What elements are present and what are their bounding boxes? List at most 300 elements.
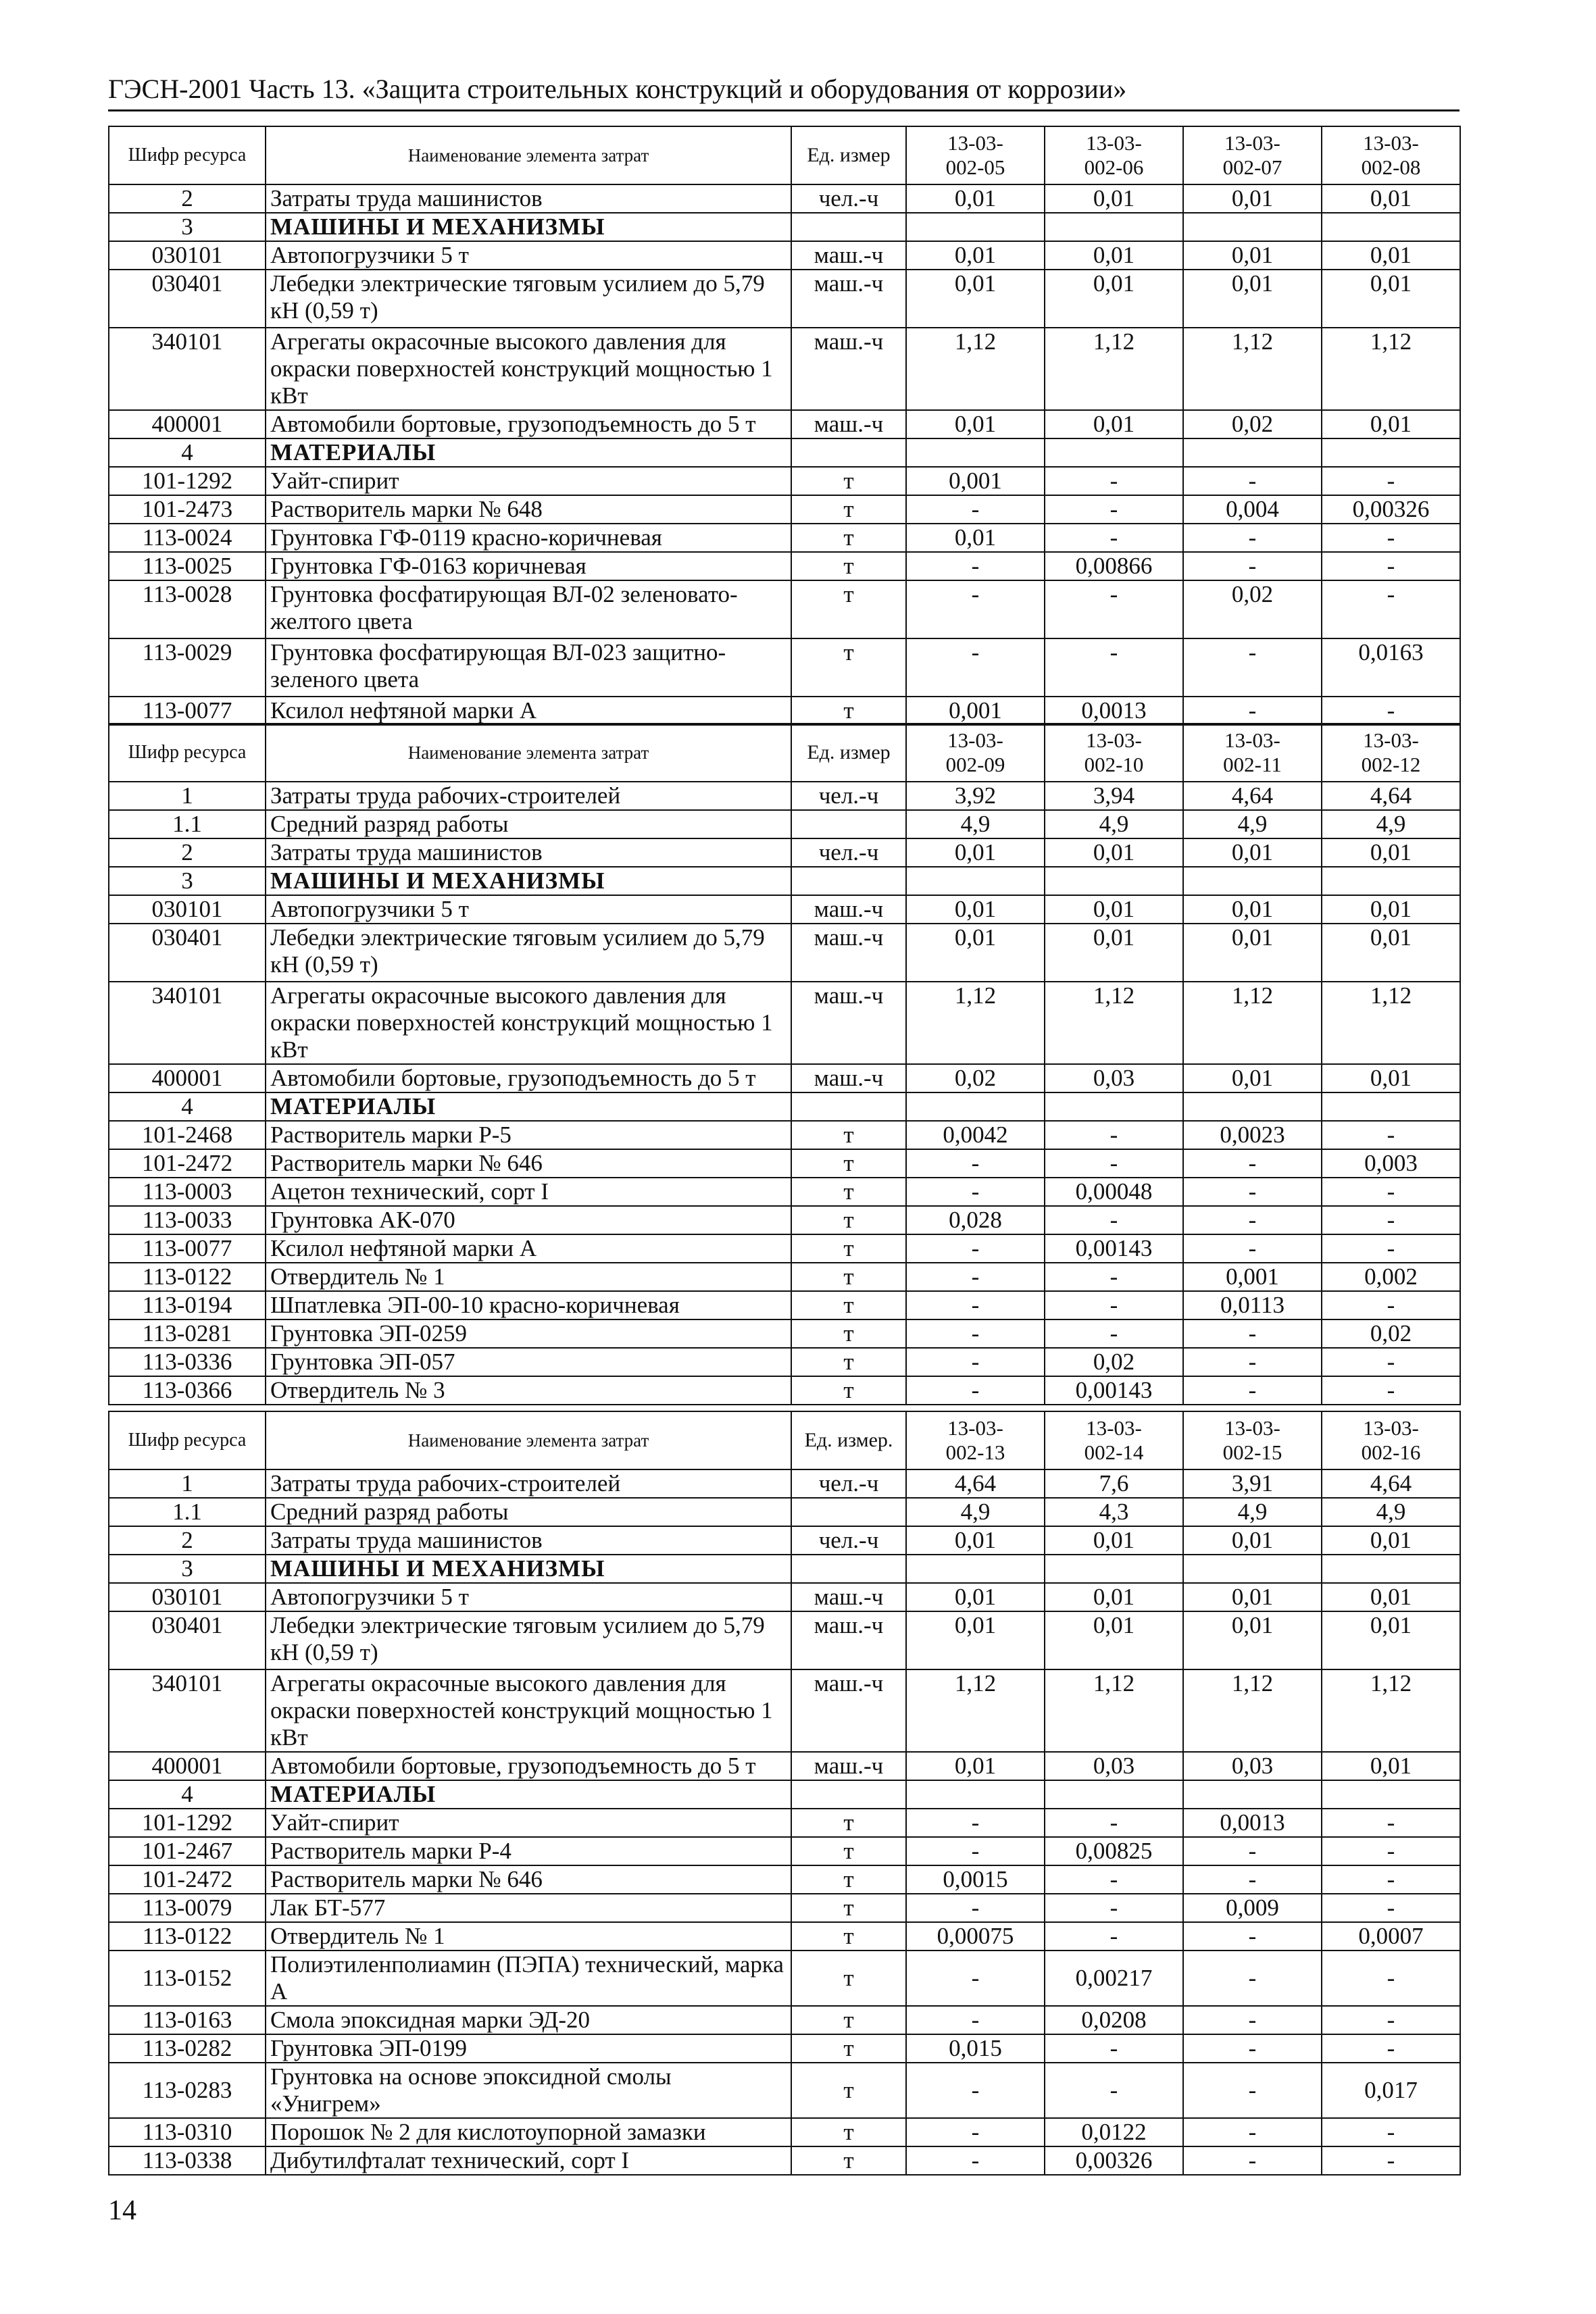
resource-code: 113-0194 bbox=[109, 1291, 266, 1319]
norm-value: - bbox=[906, 1809, 1045, 1837]
resource-code: 4 bbox=[109, 1092, 266, 1121]
section-row bbox=[109, 1780, 1460, 1809]
norm-value: - bbox=[906, 638, 1045, 697]
norm-value: - bbox=[1045, 1865, 1183, 1894]
norm-value: 0,00866 bbox=[1045, 552, 1183, 580]
unit: т bbox=[791, 467, 906, 495]
table-row bbox=[109, 270, 1460, 328]
table-row bbox=[109, 1809, 1460, 1837]
table-row bbox=[109, 982, 1460, 1064]
resource-code: 113-0283 bbox=[109, 2063, 266, 2118]
resource-name: Ксилол нефтяной марки А bbox=[266, 1234, 791, 1263]
norm-value: - bbox=[1045, 1319, 1183, 1348]
page-header: ГЭСН-2001 Часть 13. «Защита строительных конструкций и оборудования от коррозии» bbox=[108, 74, 1127, 104]
unit bbox=[791, 213, 906, 241]
norm-value: - bbox=[906, 1234, 1045, 1263]
resource-code: 030101 bbox=[109, 1583, 266, 1611]
table-row bbox=[109, 2034, 1460, 2063]
header-norm-code bbox=[1183, 724, 1322, 782]
resource-code: 400001 bbox=[109, 1064, 266, 1092]
resource-code: 113-0336 bbox=[109, 1348, 266, 1376]
header-norm-code bbox=[1045, 1411, 1183, 1469]
unit: т bbox=[791, 524, 906, 552]
header-norm-code bbox=[1183, 1411, 1322, 1469]
resource-name: Затраты труда рабочих-строителей bbox=[266, 1469, 791, 1498]
table-row bbox=[109, 1498, 1460, 1526]
resource-code: 113-0003 bbox=[109, 1178, 266, 1206]
norm-value: 0,015 bbox=[906, 2034, 1045, 2063]
norm-value: - bbox=[1183, 1206, 1322, 1234]
resource-code: 2 bbox=[109, 184, 266, 213]
norm-value: - bbox=[1183, 2063, 1322, 2118]
norm-value: - bbox=[1045, 638, 1183, 697]
norm-value: 0,01 bbox=[1183, 241, 1322, 270]
norm-value: - bbox=[1045, 1894, 1183, 1922]
resource-name: Затраты труда машинистов bbox=[266, 838, 791, 867]
norm-value: 0,01 bbox=[1183, 270, 1322, 328]
section-row bbox=[109, 213, 1460, 241]
header-name: Наименование элемента затрат bbox=[266, 724, 791, 782]
header-norm-code-line: 002-15 bbox=[1222, 1440, 1282, 1464]
norm-value: - bbox=[1183, 524, 1322, 552]
norm-value: - bbox=[1183, 1348, 1322, 1376]
resource-name: Затраты труда машинистов bbox=[266, 184, 791, 213]
norm-value: 0,01 bbox=[906, 1526, 1045, 1555]
norm-value bbox=[906, 867, 1045, 895]
norm-value: 7,6 bbox=[1045, 1469, 1183, 1498]
resource-code: 030101 bbox=[109, 241, 266, 270]
norm-value: 0,01 bbox=[1045, 410, 1183, 438]
norm-value: - bbox=[1322, 2034, 1460, 2063]
resource-code: 113-0338 bbox=[109, 2146, 266, 2175]
norm-value: - bbox=[1322, 1121, 1460, 1149]
header-rule bbox=[108, 109, 1460, 111]
norm-value: 0,00143 bbox=[1045, 1234, 1183, 1263]
norm-value: 0,0042 bbox=[906, 1121, 1045, 1149]
norm-value: - bbox=[1322, 1178, 1460, 1206]
unit: маш.-ч bbox=[791, 1611, 906, 1669]
unit: маш.-ч bbox=[791, 1064, 906, 1092]
norm-value: 4,64 bbox=[1183, 782, 1322, 810]
resource-name: Автопогрузчики 5 т bbox=[266, 895, 791, 924]
norm-value: 0,01 bbox=[906, 270, 1045, 328]
norm-value: 4,9 bbox=[1183, 810, 1322, 838]
header-unit: Ед. измер bbox=[791, 126, 906, 184]
unit: маш.-ч bbox=[791, 895, 906, 924]
header-norm-code-line: 13-03- bbox=[1086, 1416, 1142, 1440]
resource-code: 4 bbox=[109, 1780, 266, 1809]
norm-value: 1,12 bbox=[1322, 1669, 1460, 1752]
norm-value: - bbox=[906, 1291, 1045, 1319]
unit bbox=[791, 1498, 906, 1526]
section-title: МАШИНЫ И МЕХАНИЗМЫ bbox=[266, 867, 791, 895]
resource-name: Грунтовка ГФ-0163 коричневая bbox=[266, 552, 791, 580]
table-row bbox=[109, 241, 1460, 270]
section-row bbox=[109, 438, 1460, 467]
norm-value: 0,001 bbox=[1183, 1263, 1322, 1291]
norm-value: 1,12 bbox=[1183, 328, 1322, 410]
header-norm-code-line: 13-03- bbox=[1224, 1416, 1280, 1440]
norm-value: 0,01 bbox=[906, 184, 1045, 213]
norm-value: 0,01 bbox=[1322, 895, 1460, 924]
norm-value bbox=[906, 213, 1045, 241]
norm-value: - bbox=[906, 2006, 1045, 2034]
resource-name: Автомобили бортовые, грузоподъемность до 5 т bbox=[266, 1064, 791, 1092]
norm-value: - bbox=[1183, 1865, 1322, 1894]
resource-name: Средний разряд работы bbox=[266, 1498, 791, 1526]
table-row bbox=[109, 1669, 1460, 1752]
unit: т bbox=[791, 1121, 906, 1149]
norm-value: - bbox=[1045, 1121, 1183, 1149]
norm-value: - bbox=[1322, 1234, 1460, 1263]
unit: маш.-ч bbox=[791, 1669, 906, 1752]
norm-value: - bbox=[906, 1263, 1045, 1291]
resource-name: Отвердитель № 1 bbox=[266, 1263, 791, 1291]
norm-value: 0,01 bbox=[1322, 270, 1460, 328]
unit bbox=[791, 1780, 906, 1809]
resource-name: Смола эпоксидная марки ЭД-20 bbox=[266, 2006, 791, 2034]
unit: маш.-ч bbox=[791, 410, 906, 438]
unit: т bbox=[791, 1178, 906, 1206]
norm-value: 0,01 bbox=[1045, 838, 1183, 867]
header-norm-code bbox=[906, 724, 1045, 782]
norm-value: 0,01 bbox=[906, 241, 1045, 270]
norm-value: - bbox=[906, 1376, 1045, 1405]
resource-code: 113-0024 bbox=[109, 524, 266, 552]
norm-value: - bbox=[1045, 580, 1183, 638]
norm-value: 1,12 bbox=[1045, 1669, 1183, 1752]
table-row bbox=[109, 810, 1460, 838]
norm-value: - bbox=[1322, 552, 1460, 580]
resource-code: 113-0122 bbox=[109, 1922, 266, 1951]
unit: т bbox=[791, 1894, 906, 1922]
norm-value bbox=[1045, 213, 1183, 241]
norm-value: 0,01 bbox=[1045, 241, 1183, 270]
resource-code: 113-0077 bbox=[109, 697, 266, 725]
resource-code: 2 bbox=[109, 1526, 266, 1555]
norm-value: - bbox=[1322, 1837, 1460, 1865]
unit: т bbox=[791, 2034, 906, 2063]
norm-value: 0,01 bbox=[1322, 241, 1460, 270]
norm-value: 0,0007 bbox=[1322, 1922, 1460, 1951]
norm-value: - bbox=[906, 495, 1045, 524]
norm-value: 0,02 bbox=[1322, 1319, 1460, 1348]
norm-value: - bbox=[1045, 1809, 1183, 1837]
table-header-row bbox=[109, 724, 1460, 782]
norm-value: 0,01 bbox=[1045, 270, 1183, 328]
table-row bbox=[109, 1469, 1460, 1498]
section-title: МАТЕРИАЛЫ bbox=[266, 438, 791, 467]
resource-name: Отвердитель № 3 bbox=[266, 1376, 791, 1405]
norm-value: 0,01 bbox=[906, 838, 1045, 867]
unit: маш.-ч bbox=[791, 1752, 906, 1780]
norm-value: 0,00217 bbox=[1045, 1951, 1183, 2006]
norm-value: 1,12 bbox=[906, 982, 1045, 1064]
norm-value: - bbox=[1322, 1951, 1460, 2006]
norm-value: 1,12 bbox=[1045, 328, 1183, 410]
norm-value: 1,12 bbox=[1183, 982, 1322, 1064]
header-norm-code-line: 13-03- bbox=[947, 1416, 1003, 1440]
header-norm-code-line: 002-06 bbox=[1084, 155, 1144, 179]
norm-value: - bbox=[1183, 1234, 1322, 1263]
resource-code: 1 bbox=[109, 782, 266, 810]
unit: т bbox=[791, 1206, 906, 1234]
norm-value: - bbox=[1322, 1348, 1460, 1376]
norm-value: 0,02 bbox=[1045, 1348, 1183, 1376]
resource-code: 101-1292 bbox=[109, 467, 266, 495]
norm-value bbox=[1045, 1092, 1183, 1121]
norm-value: - bbox=[1183, 2146, 1322, 2175]
norm-value: 4,9 bbox=[1045, 810, 1183, 838]
resource-name: Автомобили бортовые, грузоподъемность до 5 т bbox=[266, 1752, 791, 1780]
table-row bbox=[109, 1865, 1460, 1894]
resource-name: Растворитель марки № 646 bbox=[266, 1149, 791, 1178]
norm-value: 0,01 bbox=[1045, 895, 1183, 924]
unit: т bbox=[791, 580, 906, 638]
resource-name: Ацетон технический, сорт I bbox=[266, 1178, 791, 1206]
norm-value: - bbox=[1183, 1319, 1322, 1348]
resource-code: 1.1 bbox=[109, 1498, 266, 1526]
unit: чел.-ч bbox=[791, 782, 906, 810]
table-row bbox=[109, 184, 1460, 213]
resource-name: Грунтовка фосфатирующая ВЛ-02 зеленовато-желтого цвета bbox=[266, 580, 791, 638]
resource-code: 340101 bbox=[109, 982, 266, 1064]
norm-value: 3,92 bbox=[906, 782, 1045, 810]
resource-name: Грунтовка АК-070 bbox=[266, 1206, 791, 1234]
norm-value: - bbox=[1322, 1894, 1460, 1922]
norm-value: 0,01 bbox=[1183, 1526, 1322, 1555]
unit: чел.-ч bbox=[791, 1469, 906, 1498]
norm-value: 0,002 bbox=[1322, 1263, 1460, 1291]
resource-code: 113-0025 bbox=[109, 552, 266, 580]
resource-table-3 bbox=[108, 1411, 1461, 2175]
norm-value: 1,12 bbox=[1322, 982, 1460, 1064]
resource-name: Затраты труда рабочих-строителей bbox=[266, 782, 791, 810]
norm-value: - bbox=[1045, 1206, 1183, 1234]
norm-value: - bbox=[1183, 1951, 1322, 2006]
norm-value: 0,01 bbox=[906, 1583, 1045, 1611]
norm-value bbox=[1183, 438, 1322, 467]
resource-name: Уайт-спирит bbox=[266, 1809, 791, 1837]
norm-value: 0,01 bbox=[1322, 1526, 1460, 1555]
norm-value: 0,0015 bbox=[906, 1865, 1045, 1894]
norm-value: 0,01 bbox=[1183, 1064, 1322, 1092]
resource-name: Автопогрузчики 5 т bbox=[266, 1583, 791, 1611]
table-row bbox=[109, 1149, 1460, 1178]
resource-name: Растворитель марки № 648 bbox=[266, 495, 791, 524]
norm-value: 0,01 bbox=[1322, 1064, 1460, 1092]
header-norm-code-line: 13-03- bbox=[1224, 728, 1280, 752]
norm-value: 0,01 bbox=[1183, 838, 1322, 867]
table-row bbox=[109, 1121, 1460, 1149]
resource-name: Растворитель марки № 646 bbox=[266, 1865, 791, 1894]
norm-value: 0,0013 bbox=[1045, 697, 1183, 725]
norm-value: 4,3 bbox=[1045, 1498, 1183, 1526]
unit: маш.-ч bbox=[791, 270, 906, 328]
header-norm-code-line: 002-05 bbox=[945, 155, 1005, 179]
norm-value: - bbox=[906, 2118, 1045, 2146]
norm-value: - bbox=[1183, 2006, 1322, 2034]
table-row bbox=[109, 1178, 1460, 1206]
norm-value: 0,00825 bbox=[1045, 1837, 1183, 1865]
table-row bbox=[109, 1894, 1460, 1922]
norm-value: - bbox=[1183, 1376, 1322, 1405]
norm-value: 4,64 bbox=[1322, 782, 1460, 810]
norm-value: - bbox=[1045, 1291, 1183, 1319]
header-code: Шифр ресурса bbox=[109, 724, 266, 782]
unit: т bbox=[791, 1319, 906, 1348]
header-norm-code-line: 002-08 bbox=[1361, 155, 1421, 179]
norm-value: 0,01 bbox=[1045, 924, 1183, 982]
norm-value: 0,0208 bbox=[1045, 2006, 1183, 2034]
norm-value: 0,00048 bbox=[1045, 1178, 1183, 1206]
norm-value bbox=[906, 1092, 1045, 1121]
header-norm-code-line: 002-14 bbox=[1084, 1440, 1144, 1464]
resource-code: 113-0310 bbox=[109, 2118, 266, 2146]
header-norm-code-line: 002-10 bbox=[1084, 753, 1144, 776]
norm-value: 0,01 bbox=[1045, 1526, 1183, 1555]
norm-value: 0,01 bbox=[906, 895, 1045, 924]
norm-value bbox=[1045, 438, 1183, 467]
header-norm-code-line: 13-03- bbox=[1086, 131, 1142, 155]
resource-name: Растворитель марки Р-5 bbox=[266, 1121, 791, 1149]
header-norm-code bbox=[906, 1411, 1045, 1469]
table-row bbox=[109, 1291, 1460, 1319]
norm-value: - bbox=[1322, 2006, 1460, 2034]
norm-value: 1,12 bbox=[906, 1669, 1045, 1752]
header-norm-code-line: 002-09 bbox=[945, 753, 1005, 776]
norm-value: - bbox=[1045, 1263, 1183, 1291]
norm-value: - bbox=[1183, 2034, 1322, 2063]
header-norm-code bbox=[906, 126, 1045, 184]
norm-value: - bbox=[1322, 2118, 1460, 2146]
table-row bbox=[109, 1206, 1460, 1234]
unit bbox=[791, 1555, 906, 1583]
header-name: Наименование элемента затрат bbox=[266, 1411, 791, 1469]
unit: т bbox=[791, 552, 906, 580]
resource-name: Грунтовка фосфатирующая ВЛ-023 защитно-зеленого цвета bbox=[266, 638, 791, 697]
norm-value: - bbox=[906, 1837, 1045, 1865]
norm-value bbox=[1183, 213, 1322, 241]
norm-value bbox=[906, 1555, 1045, 1583]
norm-value: - bbox=[906, 2146, 1045, 2175]
resource-code: 101-2473 bbox=[109, 495, 266, 524]
header-norm-code bbox=[1045, 126, 1183, 184]
resource-code: 113-0028 bbox=[109, 580, 266, 638]
norm-value: 0,01 bbox=[1045, 184, 1183, 213]
norm-value: - bbox=[1183, 2118, 1322, 2146]
norm-value: 0,01 bbox=[906, 1752, 1045, 1780]
table-row bbox=[109, 2146, 1460, 2175]
unit: т bbox=[791, 2063, 906, 2118]
norm-value: 0,01 bbox=[1183, 1611, 1322, 1669]
norm-value: - bbox=[1183, 1922, 1322, 1951]
table-row bbox=[109, 838, 1460, 867]
resource-code: 3 bbox=[109, 213, 266, 241]
norm-value: 0,0013 bbox=[1183, 1809, 1322, 1837]
norm-value bbox=[1183, 1780, 1322, 1809]
resource-name: Порошок № 2 для кислотоупорной замазки bbox=[266, 2118, 791, 2146]
resource-name: Средний разряд работы bbox=[266, 810, 791, 838]
unit: т bbox=[791, 495, 906, 524]
norm-value: - bbox=[1045, 1922, 1183, 1951]
resource-name: Отвердитель № 1 bbox=[266, 1922, 791, 1951]
norm-value: 4,9 bbox=[906, 810, 1045, 838]
norm-value: - bbox=[1183, 1178, 1322, 1206]
resource-code: 101-2468 bbox=[109, 1121, 266, 1149]
resource-code: 030401 bbox=[109, 1611, 266, 1669]
unit: т bbox=[791, 1376, 906, 1405]
norm-value: - bbox=[1322, 697, 1460, 725]
norm-value: - bbox=[906, 580, 1045, 638]
unit: т bbox=[791, 1809, 906, 1837]
table-row bbox=[109, 1951, 1460, 2006]
norm-value: 0,01 bbox=[906, 1611, 1045, 1669]
table-row bbox=[109, 2006, 1460, 2034]
norm-value: 0,01 bbox=[906, 410, 1045, 438]
norm-value: - bbox=[1322, 524, 1460, 552]
section-title: МАТЕРИАЛЫ bbox=[266, 1092, 791, 1121]
resource-code: 113-0077 bbox=[109, 1234, 266, 1263]
header-norm-code bbox=[1183, 126, 1322, 184]
resource-name: Грунтовка ГФ-0119 красно-коричневая bbox=[266, 524, 791, 552]
resource-code: 113-0033 bbox=[109, 1206, 266, 1234]
unit: т bbox=[791, 1837, 906, 1865]
unit: чел.-ч bbox=[791, 1526, 906, 1555]
norm-value: 0,001 bbox=[906, 467, 1045, 495]
resource-code: 340101 bbox=[109, 328, 266, 410]
resource-name: Уайт-спирит bbox=[266, 467, 791, 495]
table-row bbox=[109, 1234, 1460, 1263]
norm-value bbox=[1322, 867, 1460, 895]
table-row bbox=[109, 697, 1460, 725]
resource-name: Полиэтиленполиамин (ПЭПА) технический, марка А bbox=[266, 1951, 791, 2006]
unit: т bbox=[791, 1263, 906, 1291]
table-row bbox=[109, 1837, 1460, 1865]
norm-value: - bbox=[1183, 552, 1322, 580]
norm-value: - bbox=[906, 1149, 1045, 1178]
header-name: Наименование элемента затрат bbox=[266, 126, 791, 184]
header-norm-code-line: 13-03- bbox=[1363, 131, 1419, 155]
norm-value bbox=[1183, 1555, 1322, 1583]
header-unit: Ед. измер. bbox=[791, 1411, 906, 1469]
norm-value: 0,00143 bbox=[1045, 1376, 1183, 1405]
norm-value: 0,01 bbox=[1183, 184, 1322, 213]
norm-value: 0,028 bbox=[906, 1206, 1045, 1234]
unit: т bbox=[791, 2006, 906, 2034]
norm-value: 1,12 bbox=[1322, 328, 1460, 410]
unit: т bbox=[791, 2146, 906, 2175]
norm-value: 0,01 bbox=[1183, 895, 1322, 924]
resource-code: 1 bbox=[109, 1469, 266, 1498]
norm-value: - bbox=[1183, 1149, 1322, 1178]
norm-value: - bbox=[1045, 2034, 1183, 2063]
norm-value: 0,01 bbox=[1322, 1583, 1460, 1611]
norm-value: - bbox=[1183, 638, 1322, 697]
norm-value: 0,03 bbox=[1045, 1064, 1183, 1092]
norm-value: - bbox=[1183, 697, 1322, 725]
table-row bbox=[109, 524, 1460, 552]
resource-name: Агрегаты окрасочные высокого давления для окраски поверхностей конструкций мощностью 1 кВт bbox=[266, 328, 791, 410]
table-row bbox=[109, 1922, 1460, 1951]
resource-code: 113-0122 bbox=[109, 1263, 266, 1291]
norm-value: 4,9 bbox=[1183, 1498, 1322, 1526]
unit: маш.-ч bbox=[791, 328, 906, 410]
unit bbox=[791, 438, 906, 467]
norm-value: 4,64 bbox=[1322, 1469, 1460, 1498]
header-norm-code-line: 002-11 bbox=[1223, 753, 1282, 776]
section-row bbox=[109, 867, 1460, 895]
